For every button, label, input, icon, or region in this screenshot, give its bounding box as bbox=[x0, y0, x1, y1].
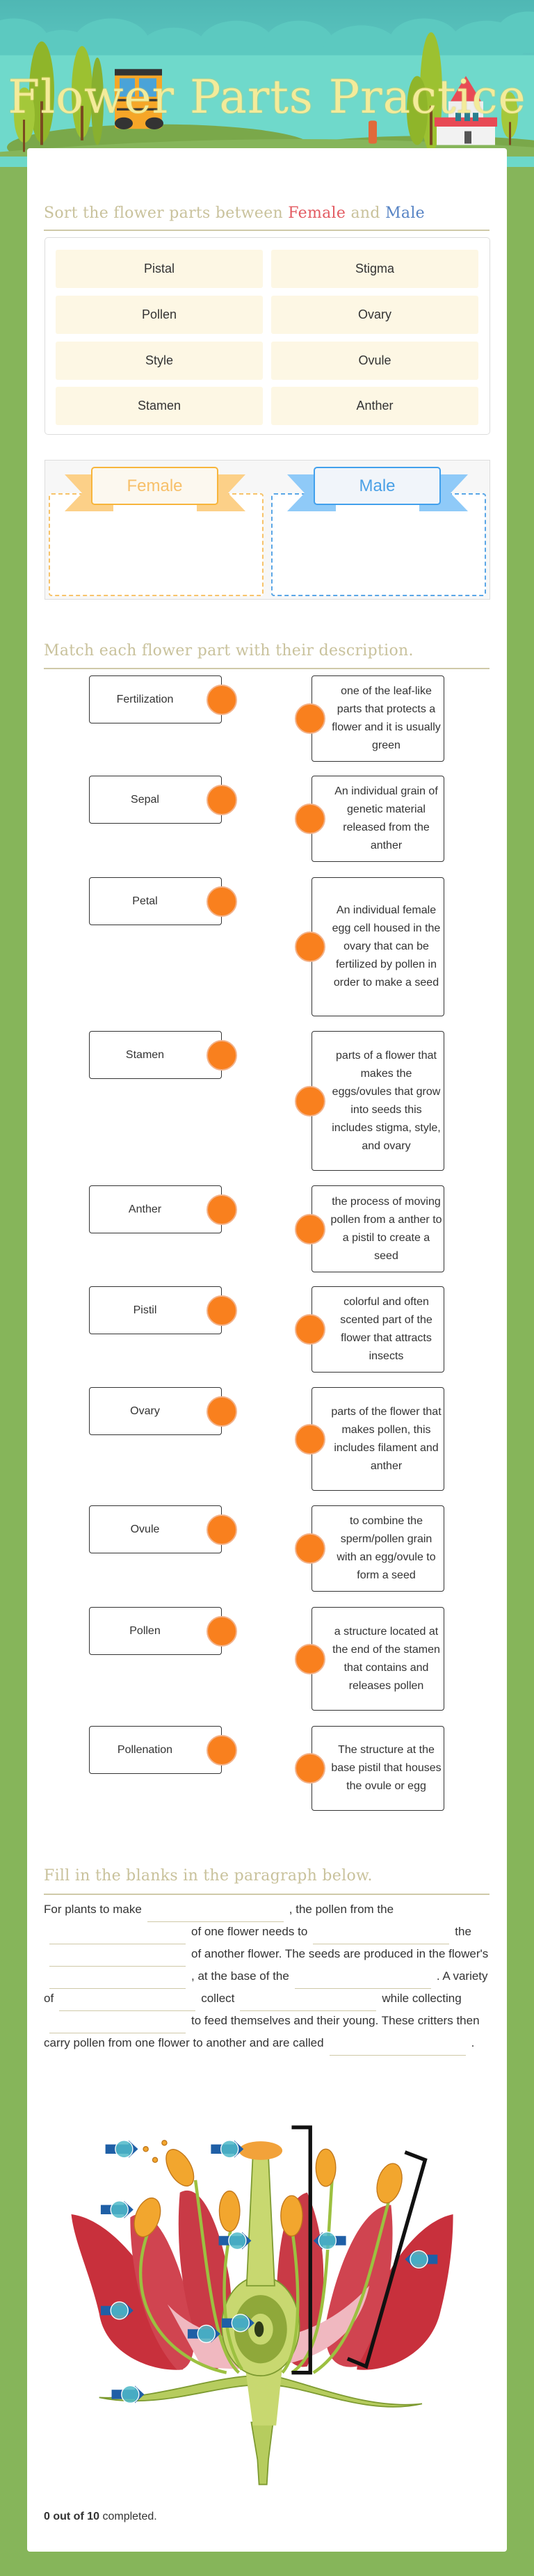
label-hotspot-arrow-icon[interactable] bbox=[211, 2141, 243, 2158]
match-term-label: Pollenation bbox=[117, 1743, 173, 1756]
term-connector-dot[interactable] bbox=[207, 1514, 237, 1545]
blank-input[interactable] bbox=[49, 1929, 186, 1944]
word-chip[interactable]: Pollen bbox=[56, 296, 263, 334]
match-term[interactable] bbox=[89, 675, 222, 723]
worksheet-card bbox=[27, 148, 507, 2552]
match-term-label: Ovary bbox=[130, 1405, 160, 1417]
match-description-text: An individual female egg cell housed in the ovary that can be fertilized by pollen in order to make a seed bbox=[332, 904, 441, 989]
stem bbox=[251, 2422, 273, 2484]
term-connector-dot[interactable] bbox=[207, 1735, 237, 1766]
term-connector-dot[interactable] bbox=[207, 785, 237, 815]
term-connector-dot[interactable] bbox=[207, 1295, 237, 1326]
blank-input[interactable] bbox=[147, 1907, 284, 1922]
word-chip[interactable]: Style bbox=[56, 342, 263, 380]
match-description[interactable] bbox=[312, 1031, 444, 1171]
divider bbox=[44, 1894, 490, 1895]
match-description-text: The structure at the base pistil that houses the ovule or egg bbox=[331, 1744, 442, 1792]
match-term-label: Anther bbox=[128, 1203, 162, 1215]
match-term[interactable] bbox=[89, 1286, 222, 1334]
match-term-label: Pollen bbox=[129, 1624, 161, 1637]
progress-status bbox=[44, 2509, 157, 2525]
blank-input[interactable] bbox=[49, 1974, 186, 1989]
match-description-text: a structure located at the end of the stamen that contains and releases pollen bbox=[332, 1625, 440, 1692]
word-chip[interactable]: Stamen bbox=[56, 387, 263, 425]
description-connector-dot[interactable] bbox=[295, 1533, 325, 1564]
match-term[interactable] bbox=[89, 877, 222, 925]
paragraph-text: . bbox=[471, 2036, 475, 2049]
paragraph-text: , the pollen from the bbox=[289, 1903, 394, 1916]
match-term-label: Sepal bbox=[131, 793, 159, 806]
term-connector-dot[interactable] bbox=[207, 1194, 237, 1225]
match-term[interactable] bbox=[89, 1185, 222, 1233]
match-description[interactable] bbox=[312, 1607, 444, 1711]
paragraph-text: , at the base of the bbox=[191, 1969, 289, 1983]
sort-heading-text: Sort the flower parts between bbox=[44, 205, 289, 222]
match-term[interactable] bbox=[89, 1031, 222, 1079]
match-description[interactable] bbox=[312, 877, 444, 1016]
word-chip[interactable]: Anther bbox=[271, 387, 478, 425]
description-connector-dot[interactable] bbox=[295, 931, 325, 962]
sort-heading bbox=[44, 204, 425, 223]
match-heading: Match each flower part with their description. bbox=[44, 642, 414, 659]
term-connector-dot[interactable] bbox=[207, 1396, 237, 1427]
term-connector-dot[interactable] bbox=[207, 886, 237, 917]
paragraph-text: of another flower. The seeds are produced in the flower's bbox=[191, 1947, 489, 1960]
paragraph-text: . A variety of bbox=[44, 1969, 488, 2005]
match-term[interactable] bbox=[89, 776, 222, 824]
sort-area bbox=[44, 460, 490, 600]
term-connector-dot[interactable] bbox=[207, 685, 237, 715]
match-description-text: the process of moving pollen from a anther to a pistil to create a seed bbox=[330, 1195, 442, 1262]
blank-input[interactable] bbox=[295, 1974, 431, 1989]
blank-input[interactable] bbox=[240, 1996, 376, 2011]
description-connector-dot[interactable] bbox=[295, 1314, 325, 1345]
male-word: Male bbox=[385, 205, 425, 222]
match-term-label: Ovule bbox=[130, 1523, 160, 1535]
word-chip[interactable]: Ovary bbox=[271, 296, 478, 334]
match-description[interactable] bbox=[312, 1505, 444, 1592]
match-term[interactable] bbox=[89, 1505, 222, 1553]
paragraph-text: collect bbox=[201, 1992, 235, 2005]
word-chip[interactable]: Pistal bbox=[56, 250, 263, 288]
blank-input[interactable] bbox=[330, 2040, 466, 2056]
paragraph-text: For plants to make bbox=[44, 1903, 142, 1916]
and-word: and bbox=[346, 205, 386, 222]
progress-count: 0 out of 10 bbox=[44, 2511, 100, 2522]
divider bbox=[44, 668, 490, 669]
match-description-text: parts of a flower that makes the eggs/ovules that grow into seeds this includes stigma, style, and ovary bbox=[332, 1049, 441, 1152]
blank-input[interactable] bbox=[313, 1929, 449, 1944]
match-description[interactable] bbox=[312, 1286, 444, 1373]
match-description[interactable] bbox=[312, 1726, 444, 1811]
blank-input[interactable] bbox=[49, 2018, 186, 2033]
match-term-label: Stamen bbox=[125, 1048, 165, 1061]
male-label: Male bbox=[314, 467, 441, 505]
match-description-text: one of the leaf-like parts that protects a flower and it is usually green bbox=[332, 685, 441, 751]
paragraph-text: of one flower needs to bbox=[191, 1925, 308, 1938]
description-connector-dot[interactable] bbox=[295, 803, 325, 834]
flower-diagram bbox=[28, 2087, 515, 2504]
paragraph-text: to feed themselves and their young. These critters then carry pollen from one flower to another and are called bbox=[44, 2014, 480, 2049]
match-term-label: Petal bbox=[132, 895, 158, 907]
description-connector-dot[interactable] bbox=[295, 1753, 325, 1784]
female-word: Female bbox=[288, 205, 346, 222]
fill-paragraph bbox=[44, 1900, 492, 2056]
blank-input[interactable] bbox=[49, 1951, 186, 1967]
fill-heading: Fill in the blanks in the paragraph below. bbox=[44, 1867, 373, 1885]
match-description[interactable] bbox=[312, 1185, 444, 1272]
label-hotspot-arrow-icon[interactable] bbox=[219, 2232, 252, 2249]
match-description[interactable] bbox=[312, 675, 444, 762]
match-description-text: An individual grain of genetic material released from the anther bbox=[334, 785, 438, 851]
term-connector-dot[interactable] bbox=[207, 1040, 237, 1071]
match-term[interactable] bbox=[89, 1607, 222, 1655]
match-description-text: colorful and often scented part of the flower that attracts insects bbox=[340, 1296, 432, 1362]
description-connector-dot[interactable] bbox=[295, 1086, 325, 1117]
match-term-label: Pistil bbox=[133, 1304, 157, 1316]
header-banner bbox=[0, 0, 534, 167]
page-title: Flower Parts Practice bbox=[8, 70, 526, 124]
word-bank bbox=[44, 237, 490, 435]
label-hotspot-arrow-icon[interactable] bbox=[106, 2141, 138, 2158]
word-chip[interactable]: Stigma bbox=[271, 250, 478, 288]
match-description[interactable] bbox=[312, 776, 444, 862]
description-connector-dot[interactable] bbox=[295, 703, 325, 734]
match-description-text: parts of the flower that makes pollen, this includes filament and anther bbox=[331, 1405, 442, 1472]
term-connector-dot[interactable] bbox=[207, 1616, 237, 1647]
paragraph-text: while collecting bbox=[382, 1992, 462, 2005]
match-term[interactable] bbox=[89, 1387, 222, 1435]
divider bbox=[44, 230, 490, 231]
match-term[interactable] bbox=[89, 1726, 222, 1774]
description-connector-dot[interactable] bbox=[295, 1214, 325, 1245]
word-chip[interactable]: Ovule bbox=[271, 342, 478, 380]
progress-suffix: completed. bbox=[99, 2511, 157, 2522]
match-description[interactable] bbox=[312, 1387, 444, 1491]
blank-input[interactable] bbox=[59, 1996, 195, 2011]
female-label: Female bbox=[91, 467, 218, 505]
description-connector-dot[interactable] bbox=[295, 1424, 325, 1455]
match-description-text: to combine the sperm/pollen grain with an egg/ovule to form a seed bbox=[337, 1515, 436, 1581]
match-term-label: Fertilization bbox=[116, 693, 174, 705]
label-hotspot-arrow-icon[interactable] bbox=[101, 2201, 134, 2218]
paragraph-text: the bbox=[455, 1925, 471, 1938]
description-connector-dot[interactable] bbox=[295, 1644, 325, 1674]
